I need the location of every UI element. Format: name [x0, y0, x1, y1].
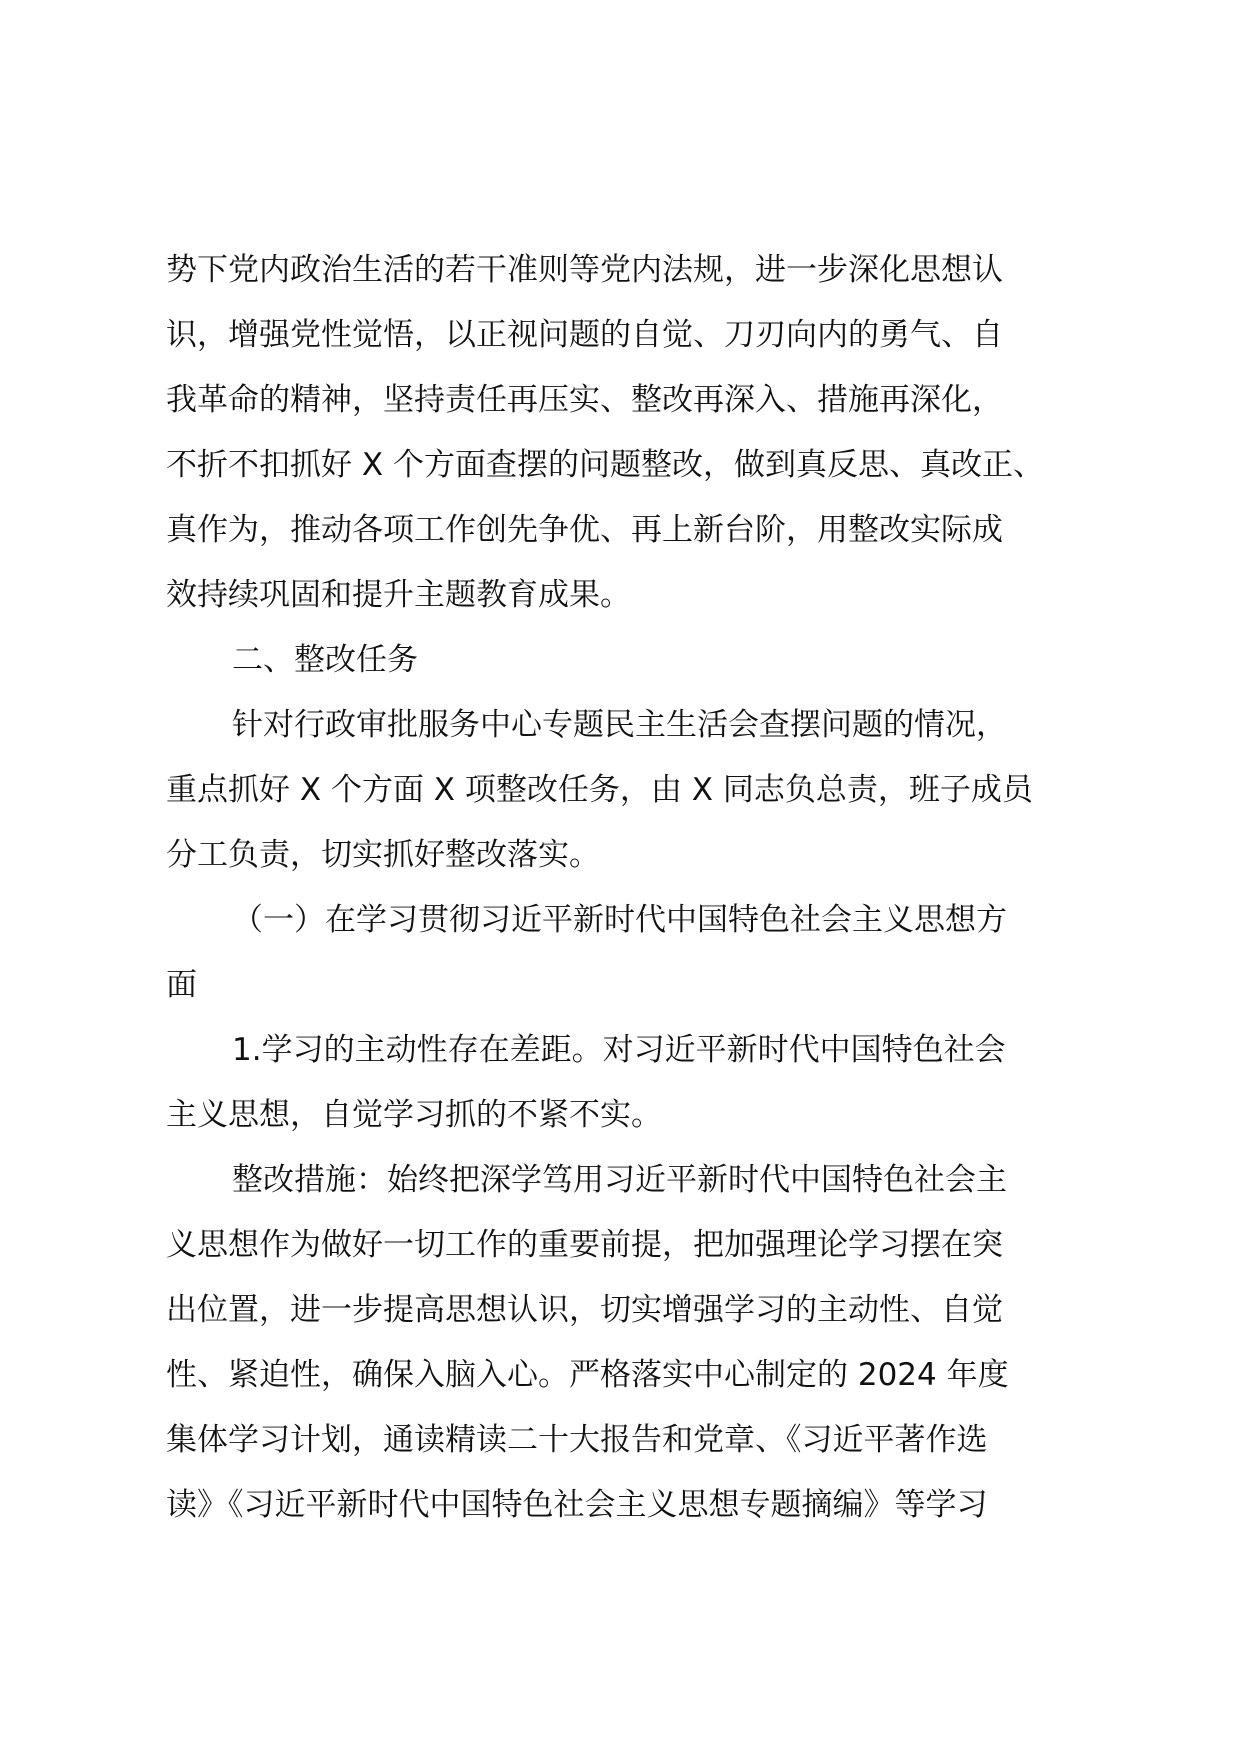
paragraph-intro-continued [166, 238, 1106, 628]
text-line: 重点抓好 X 个方面 X 项整改任务，由 X 同志负总责，班子成员 [166, 772, 1033, 808]
subheading-line: 面 [166, 967, 197, 1003]
text-line: 1.学习的主动性存在差距。对习近平新时代中国特色社会 [232, 1032, 1006, 1068]
text-line: 义思想作为做好一切工作的重要前提，把加强理论学习摆在突 [166, 1227, 1003, 1263]
paragraph-tasks [166, 693, 1106, 888]
subheading-line: （一）在学习贯彻习近平新时代中国特色社会主义思想方 [232, 902, 1007, 938]
text-line: 分工负责，切实抓好整改落实。 [166, 837, 600, 873]
text-line: 性、紧迫性，确保入脑入心。严格落实中心制定的 2024 年度 [166, 1357, 1009, 1393]
text-line: 集体学习计划，通读精读二十大报告和党章、《习近平著作选 [166, 1422, 988, 1458]
text-line: 针对行政审批服务中心专题民主生活会查摆问题的情况， [232, 707, 1007, 743]
text-line: 真作为，推动各项工作创先争优、再上新台阶，用整改实际成 [166, 512, 1003, 548]
text-line: 出位置，进一步提高思想认识，切实增强学习的主动性、自觉 [166, 1292, 1003, 1328]
section-heading-tasks [166, 628, 1106, 693]
section-heading: 二、整改任务 [232, 642, 418, 678]
text-line: 效持续巩固和提升主题教育成果。 [166, 577, 631, 613]
text-line: 主义思想，自觉学习抓的不紧不实。 [166, 1097, 662, 1133]
subheading-study [166, 888, 1106, 1018]
text-line: 不折不扣抓好 X 个方面查摆的问题整改，做到真反思、真改正、 [166, 447, 1044, 483]
text-line: 我革命的精神，坚持责任再压实、整改再深入、措施再深化， [166, 382, 1003, 418]
text-line: 读》《习近平新时代中国特色社会主义思想专题摘编》等学习 [166, 1487, 988, 1523]
text-line: 识，增强党性觉悟，以正视问题的自觉、刀刃向内的勇气、自 [166, 317, 1003, 353]
text-line: 整改措施：始终把深学笃用习近平新时代中国特色社会主 [232, 1162, 1007, 1198]
document-body [166, 238, 1106, 1538]
text-line: 势下党内政治生活的若干准则等党内法规，进一步深化思想认 [166, 252, 1003, 288]
problem-item-1 [166, 1018, 1106, 1148]
rectification-measures-1 [166, 1148, 1106, 1538]
